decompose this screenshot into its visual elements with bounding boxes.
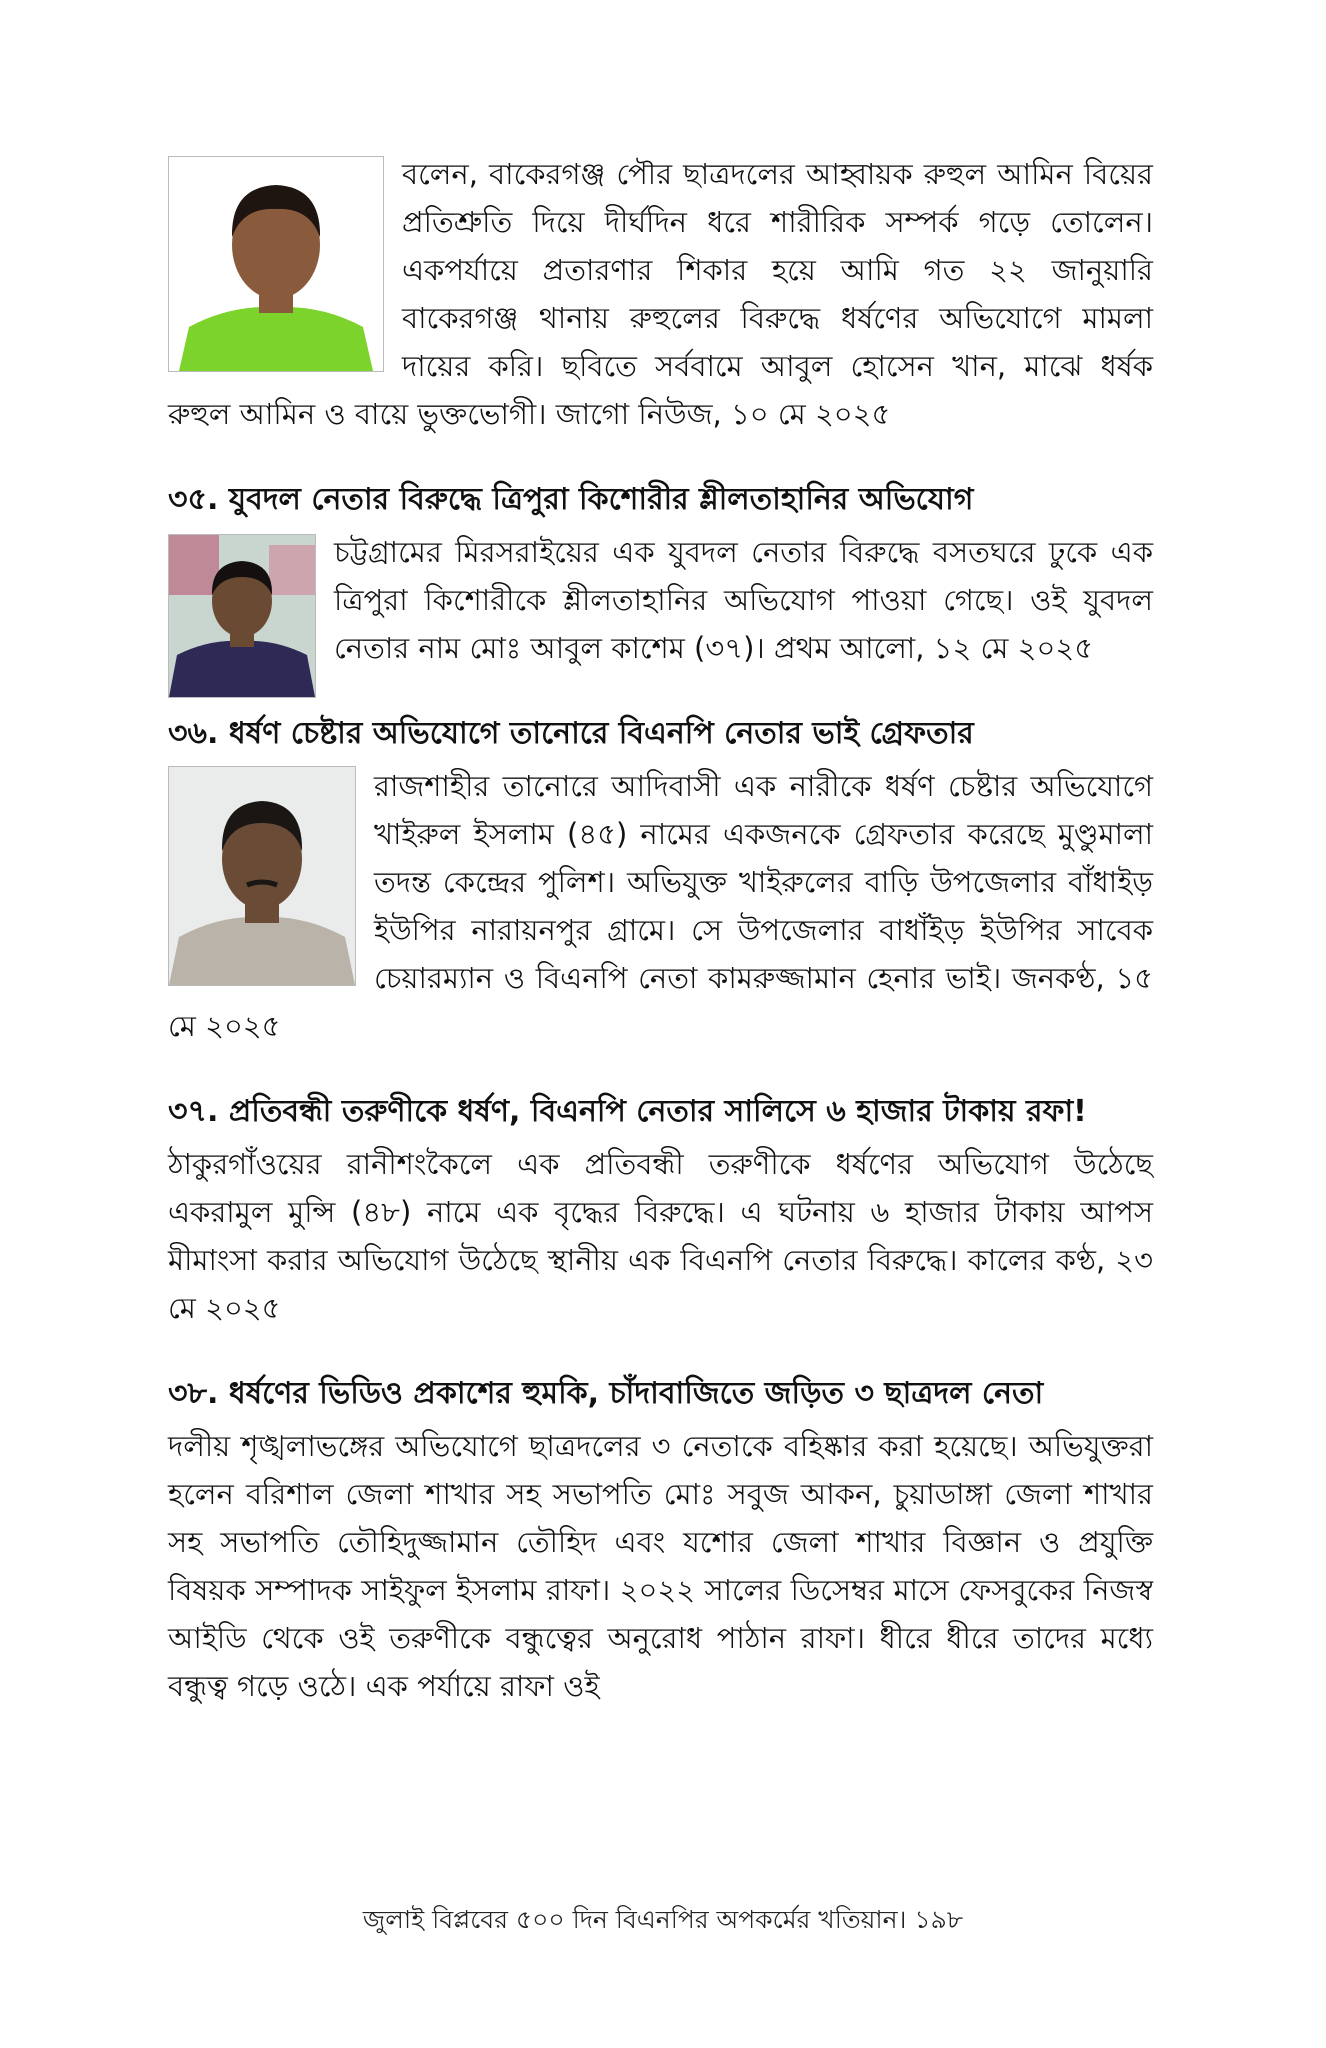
entry-34-paragraph: বলেন, বাকেরগঞ্জ পৌর ছাত্রদলের আহ্বায়ক রুহুল আমিন বিয়ের প্রতিশ্রুতি দিয়ে দীর্ঘদিন ধরে শারীরিক সম্পর্ক গড়ে তোলেন। একপর্যায়ে প্রতারণার শিকার হয়ে আমি গত ২২ জানুয়ারি বাকেরগঞ্জ থানায় রুহুলের বিরুদ্ধে ধর্ষণের অভিযোগে মামলা দায়ের করি। ছবিতে সর্ববামে আবুল হোসেন খান, মাঝে ধর্ষক রুহুল আমিন ও বায়ে ভুক্তভোগী। জাগো নিউজ, ১০ মে ২০২৫ [168, 157, 1153, 431]
entry-35-heading: ৩৫. যুবদল নেতার বিরুদ্ধে ত্রিপুরা কিশোরীর শ্লীলতাহানির অভিযোগ [168, 482, 974, 517]
photo-accused-khairul-islam [168, 766, 356, 986]
person-photo-2 [169, 535, 315, 697]
entry-36-paragraph: রাজশাহীর তানোরে আদিবাসী এক নারীকে ধর্ষণ চেষ্টার অভিযোগে খাইরুল ইসলাম (৪৫) নামের একজনকে গ্রেফতার করেছে মুণ্ডুমালা তদন্ত কেন্দ্রের পুলিশ। অভিযুক্ত খাইরুলের বাড়ি উপজেলার বাঁধাইড় ইউপির নারায়নপুর গ্রামে। সে উপজেলার বাধাঁইড় ইউপির সাবেক চেয়ারম্যান ও বিএনপি নেতা কামরুজ্জামান হেনার ভাই। জনকণ্ঠ, ১৫ মে ২০২৫ [168, 769, 1153, 1043]
entry-36 [168, 710, 1153, 1050]
entry-35 [168, 476, 1153, 672]
entry-38 [168, 1370, 1153, 1710]
entry-37 [168, 1088, 1153, 1332]
person-photo-3 [169, 767, 355, 985]
page-footer: জুলাই বিপ্লবের ৫০০ দিন বিএনপির অপকর্মের খতিয়ান। ১৯৮ [362, 1905, 964, 1934]
entry-34-continuation [168, 150, 1153, 438]
page-content [168, 150, 1153, 1748]
photo-accused-abul-kashem [168, 534, 316, 698]
entry-37-heading: ৩৭. প্রতিবন্ধী তরুণীকে ধর্ষণ, বিএনপি নেতার সালিসে ৬ হাজার টাকায় রফা! [168, 1094, 1087, 1129]
photo-accused-ruhul-amin [168, 156, 384, 372]
entry-36-heading: ৩৬. ধর্ষণ চেষ্টার অভিযোগে তানোরে বিএনপি নেতার ভাই গ্রেফতার [168, 716, 974, 751]
entry-38-paragraph: দলীয় শৃঙ্খলাভঙ্গের অভিযোগে ছাত্রদলের ৩ নেতাকে বহিষ্কার করা হয়েছে। অভিযুক্তরা হলেন বরিশাল জেলা শাখার সহ সভাপতি মোঃ সবুজ আকন, চুয়াডাঙ্গা জেলা শাখার সহ সভাপতি তৌহিদুজ্জামান তৌহিদ এবং যশোর জেলা শাখার বিজ্ঞান ও প্রযুক্তি বিষয়ক সম্পাদক সাইফুল ইসলাম রাফা। ২০২২ সালের ডিসেম্বর মাসে ফেসবুকের নিজস্ব আইডি থেকে ওই তরুণীকে বন্ধুত্বের অনুরোধ পাঠান রাফা। ধীরে ধীরে তাদের মধ্যে বন্ধুত্ব গড়ে ওঠে। এক পর্যায়ে রাফা ওই [168, 1429, 1153, 1703]
entry-38-heading: ৩৮. ধর্ষণের ভিডিও প্রকাশের হুমকি, চাঁদাবাজিতে জড়িত ৩ ছাত্রদল নেতা [168, 1376, 1044, 1411]
entry-35-paragraph: চট্টগ্রামের মিরসরাইয়ের এক যুবদল নেতার বিরুদ্ধে বসতঘরে ঢুকে এক ত্রিপুরা কিশোরীকে শ্লীলতাহানির অভিযোগ পাওয়া গেছে। ওই যুবদল নেতার নাম মোঃ আবুল কাশেম (৩৭)। প্রথম আলো, ১২ মে ২০২৫ [334, 535, 1153, 665]
person-photo-1 [169, 157, 383, 371]
entry-37-paragraph: ঠাকুরগাঁওয়ের রানীশংকৈলে এক প্রতিবন্ধী তরুণীকে ধর্ষণের অভিযোগ উঠেছে একরামুল মুন্সি (৪৮) নামে এক বৃদ্ধের বিরুদ্ধে। এ ঘটনায় ৬ হাজার টাকায় আপস মীমাংসা করার অভিযোগ উঠেছে স্থানীয় এক বিএনপি নেতার বিরুদ্ধে। কালের কণ্ঠ, ২৩ মে ২০২৫ [168, 1147, 1153, 1325]
